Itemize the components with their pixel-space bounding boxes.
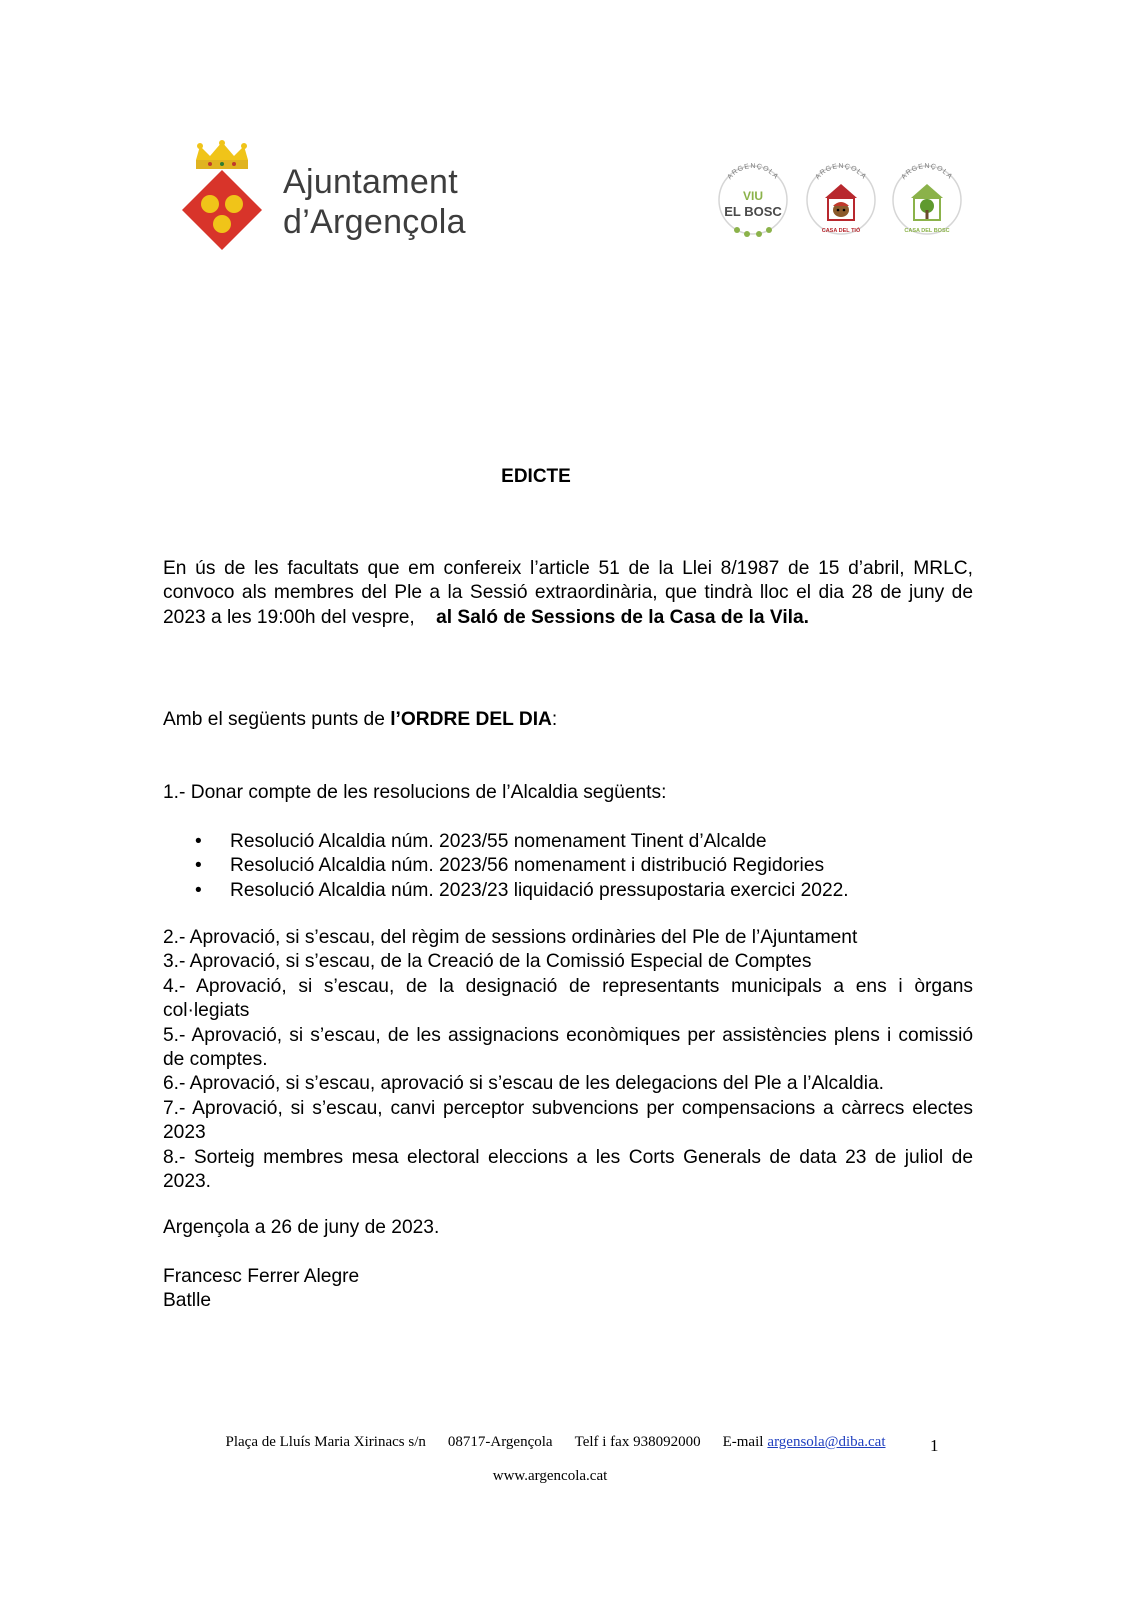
badge-casa-bottom-text: CASA DEL BOSC	[904, 228, 950, 234]
signature-block	[163, 1265, 973, 1314]
agenda-item: 7.- Aprovació, si s’escau, canvi perceptor subvencions per compensacions a càrrecs electes 2023	[163, 1097, 973, 1144]
page-number: 1	[930, 1436, 939, 1455]
agenda-items	[163, 926, 973, 1194]
intro-text: En ús de les facultats que em confereix l’article 51 de la Llei 8/1987 de 15 d’abril, MRLC, convoco als membres del Ple a la Sessió extraordinària, que tindrà lloc el dia 28 de juny de 2023 a les 19:00h del vespre,	[163, 558, 973, 628]
badge-tio-top-text: ARGENÇOLA	[814, 162, 868, 181]
agenda-item: 5.- Aprovació, si s’escau, de les assignacions econòmiques per assistències plens i comissió de comptes.	[163, 1024, 973, 1071]
badge-bosc-top-text: ARGENÇOLA	[726, 162, 780, 181]
footer-email-link[interactable]: argensola@diba.cat	[767, 1434, 886, 1450]
intro-paragraph	[163, 557, 973, 630]
agenda-item: 3.- Aprovació, si s’escau, de la Creació de la Comissió Especial de Comptes	[163, 951, 812, 973]
list-item: • Resolució Alcaldia núm. 2023/55 nomenament Tinent d’Alcalde	[195, 830, 849, 854]
footer-address: Plaça de Lluís Maria Xirinacs s/n	[225, 1434, 426, 1450]
crown-icon	[196, 140, 248, 169]
agenda-intro-suffix: :	[551, 709, 558, 730]
badge-casa-top-text: ARGENÇOLA	[900, 162, 954, 181]
badge-bosc-line2: EL BOSC	[724, 204, 782, 219]
badge-tio-bottom-text: CASA DEL TIÓ	[821, 228, 861, 234]
meeting-location: al Saló de Sessions de la Casa de la Vila.	[436, 606, 810, 628]
agenda-item: 8.- Sorteig membres mesa electoral eleccions a les Corts Generals de data 23 de juliol de 2023.	[163, 1146, 973, 1193]
footer-email-label: E-mail	[722, 1434, 764, 1450]
organization-name	[283, 162, 466, 242]
agenda-item: 6.- Aprovació, si s’escau, aprovació si s’escau de les delegacions del Ple a l’Alcaldia.	[163, 1073, 884, 1095]
agenda-intro	[163, 708, 973, 732]
org-name-line2: d’Argençola	[283, 203, 466, 241]
badge-bosc-line1: VIU	[742, 189, 764, 203]
document-title: EDICTE	[501, 466, 571, 487]
signer-title: Batlle	[163, 1290, 211, 1312]
footer-website[interactable]: www.argencola.cat	[492, 1468, 608, 1484]
agenda-item: 4.- Aprovació, si s’escau, de la designació de representants municipals a ens i òrgans col·legiats	[163, 975, 973, 1022]
viu-el-bosc-badge	[715, 156, 791, 248]
municipal-crest-logo	[180, 140, 264, 252]
list-item: • Resolució Alcaldia núm. 2023/56 nomenament i distribució Regidories	[195, 854, 849, 878]
tio-log-icon	[833, 202, 849, 217]
agenda-item: 2.- Aprovació, si s’escau, del règim de sessions ordinàries del Ple de l’Ajuntament	[163, 927, 858, 948]
footer-postal: 08717-Argençola	[447, 1434, 553, 1450]
signer-name: Francesc Ferrer Alegre	[163, 1266, 360, 1287]
agenda-heading: l’ORDRE DEL DIA	[390, 709, 552, 730]
agenda-item-1: 1.- Donar compte de les resolucions de l’Alcaldia següents:	[163, 782, 667, 803]
casa-del-bosc-badge	[889, 156, 965, 248]
place-and-date: Argençola a 26 de juny de 2023.	[163, 1217, 440, 1238]
resolutions-list	[195, 830, 849, 903]
agenda-intro-prefix: Amb el següents punts de	[163, 709, 391, 730]
casa-del-tio-badge	[803, 156, 879, 248]
footer-phone: Telf i fax 938092000	[574, 1434, 701, 1450]
list-item: • Resolució Alcaldia núm. 2023/23 liquidació pressupostaria exercici 2022.	[195, 879, 849, 903]
org-name-line1: Ajuntament	[283, 163, 458, 201]
